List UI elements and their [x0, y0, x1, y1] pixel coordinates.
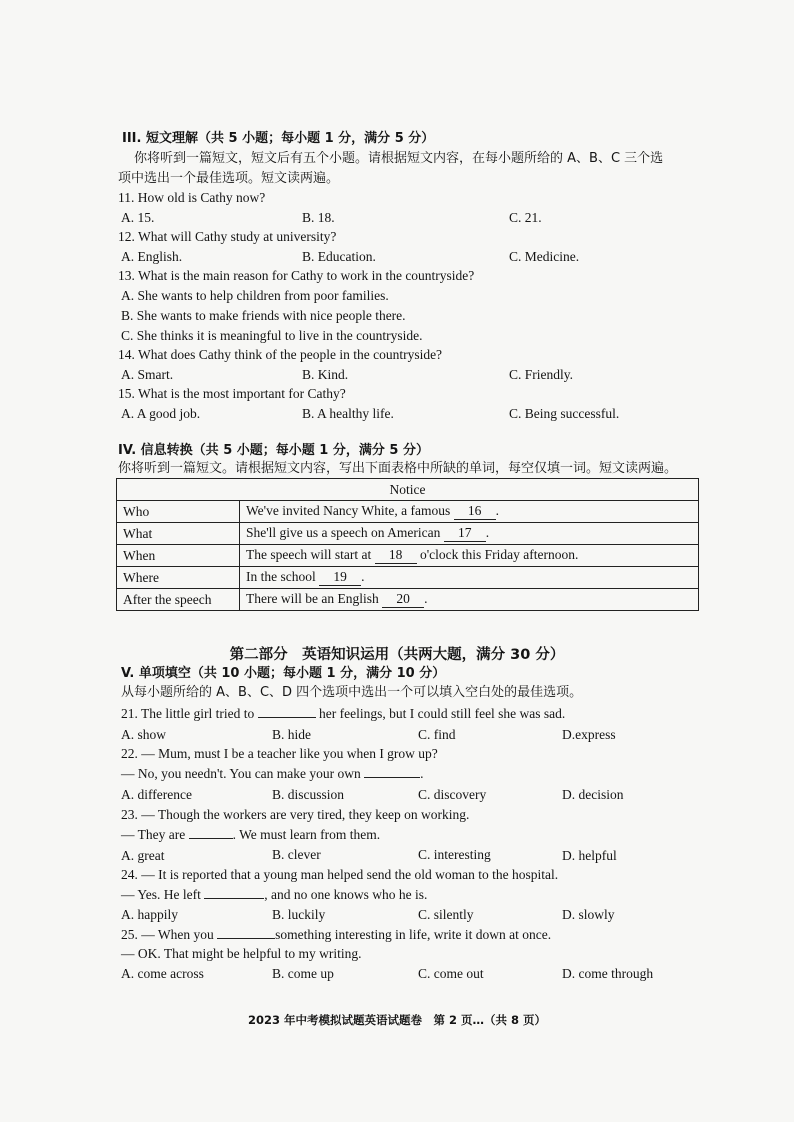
- blank-18[interactable]: 18: [375, 547, 417, 564]
- row-text: We've invited Nancy White, a famous: [246, 503, 451, 518]
- row-text-end: .: [485, 525, 490, 540]
- row-text-end: .: [424, 591, 428, 606]
- question-15: 15. What is the most important for Cathy?: [118, 386, 346, 401]
- row-value: [240, 545, 699, 567]
- q24-option-d: D. slowly: [562, 907, 615, 922]
- q22-blank[interactable]: [364, 777, 420, 778]
- table-row: [117, 523, 699, 545]
- q15-option-a: A. A good job.: [121, 406, 201, 421]
- q23-option-d: D. helpful: [562, 848, 617, 863]
- q25-text-post: something interesting in life, write it down at once.: [275, 927, 552, 942]
- table-row: [117, 589, 699, 611]
- q21-option-c: C. find: [418, 727, 456, 742]
- row-text-end: .: [361, 569, 365, 584]
- row-key: What: [117, 523, 240, 545]
- q23-reply-pre: — They are: [121, 827, 186, 842]
- question-14: 14. What does Cathy think of the people in the countryside?: [118, 347, 443, 362]
- blank-16[interactable]: 16: [454, 503, 496, 520]
- row-value: [240, 523, 699, 545]
- table-row: [117, 501, 699, 523]
- row-text: The speech will start at: [246, 547, 372, 562]
- section-5-instruction: 从每小题所给的 A、B、C、D 四个选项中选出一个可以填入空白处的最佳选项。: [121, 685, 583, 700]
- section-4-instruction: 你将听到一篇短文。请根据短文内容，写出下面表格中所缺的单词，每空仅填一词。短文读两遍。: [118, 461, 678, 476]
- row-text: There will be an English: [246, 591, 379, 606]
- q13-option-c: C. She thinks it is meaningful to live in the countryside.: [121, 328, 423, 343]
- row-value: [240, 589, 699, 611]
- q12-option-b: B. Education.: [302, 249, 376, 264]
- q14-option-b: B. Kind.: [302, 367, 349, 382]
- notice-header-row: [117, 479, 699, 501]
- q13-option-a: A. She wants to help children from poor families.: [121, 288, 389, 303]
- q25-text-pre: 25. — When you: [121, 927, 214, 942]
- blank-20[interactable]: 20: [382, 591, 424, 608]
- row-text: In the school: [246, 569, 316, 584]
- table-row: [117, 567, 699, 589]
- q12-option-a: A. English.: [121, 249, 183, 264]
- q21-option-d: D.express: [562, 727, 616, 742]
- section-3-title: III. 短文理解（共 5 小题；每小题 1 分，满分 5 分）: [122, 131, 435, 146]
- q22-reply-post: .: [420, 766, 424, 781]
- q12-option-c: C. Medicine.: [509, 249, 580, 264]
- q25-option-d: D. come through: [562, 966, 654, 981]
- table-row: [117, 545, 699, 567]
- q24-reply-pre: — Yes. He left: [121, 887, 201, 902]
- q21-option-a: A. show: [121, 727, 167, 742]
- section-4-title: IV. 信息转换（共 5 小题；每小题 1 分，满分 5 分）: [118, 443, 429, 458]
- q25-blank[interactable]: [217, 938, 275, 939]
- notice-table: [116, 478, 699, 611]
- q11-option-b: B. 18.: [302, 210, 335, 225]
- q21-option-b: B. hide: [272, 727, 311, 742]
- q23-blank[interactable]: [189, 838, 233, 839]
- q22-option-b: B. discussion: [272, 787, 345, 802]
- question-11: 11. How old is Cathy now?: [118, 190, 266, 205]
- q23-reply: [121, 826, 380, 843]
- q25-option-b: B. come up: [272, 966, 334, 981]
- q22-option-a: A. difference: [121, 787, 192, 802]
- q22-option-c: C. discovery: [418, 787, 487, 802]
- row-key: Where: [117, 567, 240, 589]
- question-12: 12. What will Cathy study at university?: [118, 229, 337, 244]
- q25-reply: — OK. That might be helpful to my writing.: [121, 946, 362, 961]
- blank-17[interactable]: 17: [444, 525, 486, 542]
- q22-reply-pre: — No, you needn't. You can make your own: [121, 766, 361, 781]
- question-25: [121, 926, 551, 943]
- section-3-instruction-2: 项中选出一个最佳选项。短文读两遍。: [118, 171, 340, 186]
- part-2-title: 第二部分 英语知识运用（共两大题，满分 30 分）: [229, 647, 565, 663]
- q15-option-b: B. A healthy life.: [302, 406, 394, 421]
- question-13: 13. What is the main reason for Cathy to work in the countryside?: [118, 268, 475, 283]
- notice-header: Notice: [117, 479, 699, 501]
- q21-blank[interactable]: [258, 717, 316, 718]
- row-key: Who: [117, 501, 240, 523]
- row-value: [240, 501, 699, 523]
- row-text-end: .: [495, 503, 500, 518]
- row-key: After the speech: [117, 589, 240, 611]
- q24-reply: [121, 886, 427, 903]
- q14-option-c: C. Friendly.: [509, 367, 573, 382]
- row-key: When: [117, 545, 240, 567]
- q25-option-c: C. come out: [418, 966, 484, 981]
- row-text-end: o'clock this Friday afternoon.: [419, 547, 579, 562]
- question-22: 22. — Mum, must I be a teacher like you when I grow up?: [121, 746, 438, 761]
- question-24: 24. — It is reported that a young man helped send the old woman to the hospital.: [121, 867, 559, 882]
- q15-option-c: C. Being successful.: [509, 406, 620, 421]
- q11-option-c: C. 21.: [509, 210, 542, 225]
- question-23: 23. — Though the workers are very tired, they keep on working.: [121, 807, 470, 822]
- q23-option-a: A. great: [121, 848, 165, 863]
- q24-blank[interactable]: [204, 898, 264, 899]
- q13-option-b: B. She wants to make friends with nice people there.: [121, 308, 406, 323]
- q24-option-b: B. luckily: [272, 907, 326, 922]
- q14-option-a: A. Smart.: [121, 367, 174, 382]
- question-21: [121, 705, 565, 722]
- section-5-title: V. 单项填空（共 10 小题；每小题 1 分，满分 10 分）: [121, 666, 446, 681]
- q25-option-a: A. come across: [121, 966, 204, 981]
- q24-reply-post: , and no one knows who he is.: [264, 887, 428, 902]
- blank-19[interactable]: 19: [319, 569, 361, 586]
- q11-option-a: A. 15.: [121, 210, 155, 225]
- q22-option-d: D. decision: [562, 787, 624, 802]
- q23-option-c: C. interesting: [418, 847, 491, 862]
- row-value: [240, 567, 699, 589]
- section-3-instruction-1: 你将听到一篇短文，短文后有五个小题。请根据短文内容，在每小题所给的 A、B、C 三个选: [134, 151, 664, 166]
- q21-text-pre: 21. The little girl tried to: [121, 706, 255, 721]
- q22-reply: [121, 765, 424, 782]
- q23-option-b: B. clever: [272, 847, 321, 862]
- q21-text-post: her feelings, but I could still feel she was sad.: [318, 706, 566, 721]
- q24-option-c: C. silently: [418, 907, 474, 922]
- q24-option-a: A. happily: [121, 907, 178, 922]
- row-text: She'll give us a speech on American: [246, 525, 441, 540]
- q23-reply-post: . We must learn from them.: [232, 827, 381, 842]
- page-footer: 2023 年中考模拟试题英语试题卷 第 2 页…（共 8 页）: [247, 1013, 547, 1027]
